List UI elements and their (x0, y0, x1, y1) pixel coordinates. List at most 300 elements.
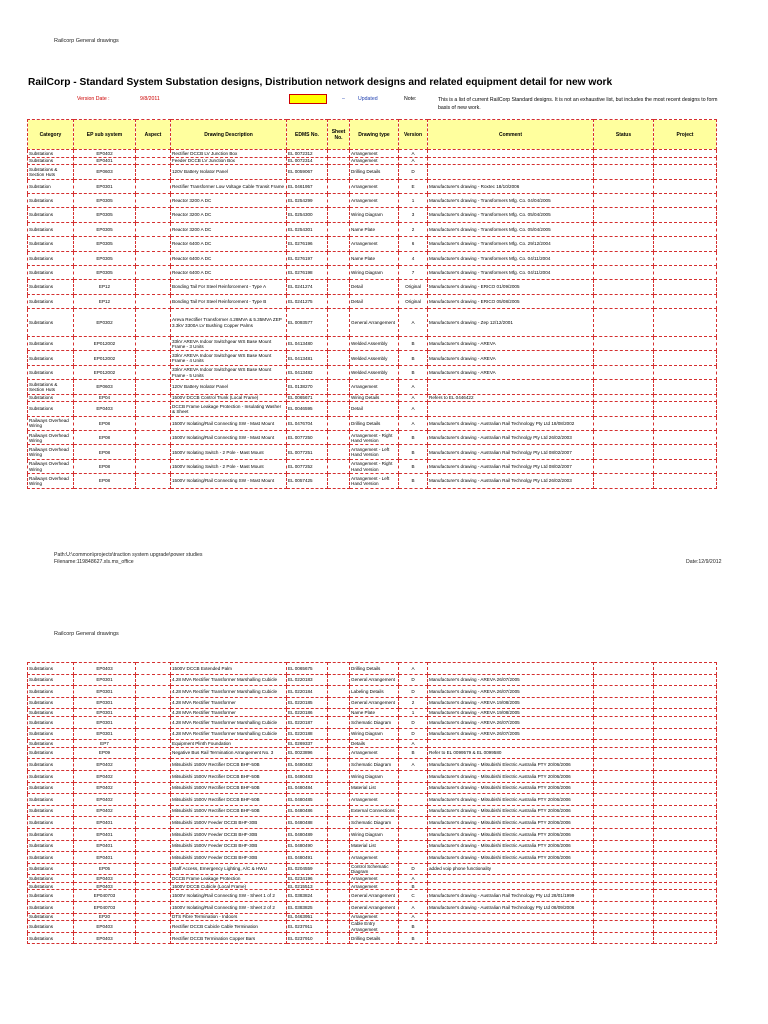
comment-cell: Manufacturer's drawing - Transformers Mfg. Co. 04/04/2005 (428, 193, 594, 207)
drawing-type-cell: Name Plate (350, 709, 399, 717)
drawing-description-cell: 1500V DCCB Control Trunk (Local Frame) (171, 394, 287, 402)
sheet-no-cell (328, 351, 350, 365)
comment-cell: Manufacturer's drawing - Mitsubishi Electric Australia PTY 20/06/2006 (428, 759, 594, 771)
aspect-cell (136, 165, 171, 179)
aspect-cell (136, 222, 171, 236)
category-cell: Substations (28, 828, 74, 840)
edms-no-cell: EL 0276196 (287, 237, 328, 251)
aspect-cell (136, 852, 171, 864)
table-row (28, 165, 717, 179)
project-cell (654, 697, 717, 709)
aspect-cell (136, 179, 171, 193)
version-cell: A (399, 759, 428, 771)
drawing-type-cell: Arrangement - Left Hand Version (350, 474, 399, 488)
sheet-no-cell (328, 921, 350, 933)
drawing-description-cell: Reactor 6400 A DC (171, 265, 287, 279)
edms-no-cell: EL 0023896 (287, 747, 328, 759)
sheet-no-cell (328, 840, 350, 852)
drawing-description-cell: 1500V Isolating/Rail Connecting SW - Mast Mount (171, 416, 287, 430)
drawing-description-cell: 4.28 MVA Rectifier Transformer Marshalling Cubicle (171, 728, 287, 740)
aspect-cell (136, 932, 171, 944)
drawing-description-cell: 4.28 MVA Rectifier Transformer (171, 709, 287, 717)
sheet-no-cell (328, 674, 350, 686)
ep-sub-system-cell: EP0402 (74, 759, 136, 771)
drawing-description-cell: Bonding Tail For Steel Reinforcement - Type B (171, 294, 287, 308)
project-cell (654, 817, 717, 829)
table-row (28, 294, 717, 308)
drawing-description-cell: Mitsubishi 1500V Feeder DCCB BHF-30B (171, 817, 287, 829)
status-cell (594, 394, 654, 402)
comment-cell (428, 380, 594, 394)
category-cell: Substations & Section Huts (28, 380, 74, 394)
edms-no-cell: EL 0480489 (287, 828, 328, 840)
project-cell (654, 280, 717, 294)
version-cell: 4 (399, 251, 428, 265)
ep-sub-system-cell: EP0402 (74, 150, 136, 158)
aspect-cell (136, 351, 171, 365)
comment-cell: Manufacturer's drawing - Mitsubishi Electric Australia PTY 20/06/2006 (428, 770, 594, 782)
aspect-cell (136, 686, 171, 698)
ep-sub-system-cell: EP12 (74, 294, 136, 308)
drawing-description-cell: 120V Battery Isolator Panel (171, 380, 287, 394)
version-cell: B (399, 474, 428, 488)
ep-sub-system-cell: EP0305 (74, 193, 136, 207)
version-cell: Original (399, 294, 428, 308)
edms-no-cell: EL 0093577 (287, 309, 328, 337)
table-row (28, 728, 717, 740)
drawing-type-cell: Detail (350, 402, 399, 416)
edms-no-cell: EL 0480491 (287, 852, 328, 864)
edms-no-cell: EL 0413481 (287, 351, 328, 365)
ep-sub-system-cell: EP0305 (74, 237, 136, 251)
drawing-type-cell: Drilling Details (350, 932, 399, 944)
edms-no-cell: EL 0072314 (287, 157, 328, 165)
project-cell (654, 728, 717, 740)
aspect-cell (136, 431, 171, 445)
table-row (28, 150, 717, 158)
drawing-description-cell: Reactor 3200 A DC (171, 193, 287, 207)
aspect-cell (136, 828, 171, 840)
drawing-description-cell: DTS Fibre Termination - Indoors (171, 913, 287, 921)
status-cell (594, 208, 654, 222)
status-cell (594, 863, 654, 875)
project-cell (654, 208, 717, 222)
edms-no-cell: EL 0480490 (287, 840, 328, 852)
edms-no-cell: EL 0254299 (287, 193, 328, 207)
edms-no-cell: EL 0072312 (287, 150, 328, 158)
running-header: Railcorp General drawings (54, 38, 119, 44)
ep-sub-system-cell: EP0403 (74, 402, 136, 416)
drawing-type-cell: Arrangement (350, 150, 399, 158)
table-row (28, 875, 717, 883)
footer-path: Path:U:\common\projects\traction system upgrade\power studies (54, 552, 203, 558)
comment-cell: Manufacturer's drawing - AREVA 19/08/2005 (428, 697, 594, 709)
project-cell (654, 716, 717, 728)
drawing-type-cell: General Arrangement (350, 309, 399, 337)
status-cell (594, 840, 654, 852)
drawing-description-cell: Mitsubishi 1500V Feeder DCCB BHF-30B (171, 852, 287, 864)
aspect-cell (136, 697, 171, 709)
sheet-no-cell (328, 686, 350, 698)
drawing-type-cell: Arrangement (350, 913, 399, 921)
sheet-no-cell (328, 782, 350, 794)
project-cell (654, 913, 717, 921)
status-cell (594, 932, 654, 944)
aspect-cell (136, 709, 171, 717)
edms-no-cell: EL 0476704 (287, 416, 328, 430)
category-cell: Substations (28, 394, 74, 402)
ep-sub-system-cell: EP08 (74, 431, 136, 445)
version-cell: 1 (399, 709, 428, 717)
sheet-no-cell (328, 794, 350, 806)
comment-cell: Manufacturer's drawing - Australian Rail Technolgy Pty Ltd 26/02/2003 (428, 431, 594, 445)
ep-sub-system-cell: EP0301 (74, 709, 136, 717)
aspect-cell (136, 805, 171, 817)
edms-no-cell: EL 0234196 (287, 875, 328, 883)
edms-no-cell: EL 0480482 (287, 759, 328, 771)
drawing-type-cell: Welded Assembly (350, 365, 399, 379)
table-row (28, 402, 717, 416)
comment-cell: Manufacturer's drawing - ERICO 05/08/2005 (428, 294, 594, 308)
comment-cell (428, 150, 594, 158)
aspect-cell (136, 770, 171, 782)
sheet-no-cell (328, 237, 350, 251)
comment-cell: Manufacturer's drawing - Mitsubishi Electric Australia PTY 20/06/2006 (428, 817, 594, 829)
status-cell (594, 882, 654, 890)
drawing-type-cell: Material List (350, 840, 399, 852)
table-row (28, 863, 717, 875)
version-cell: A (399, 663, 428, 675)
comment-cell: Manufacturer's drawing - Australian Rail Technolgy Pty Ltd 08/02/2007 (428, 445, 594, 459)
version-cell (399, 782, 428, 794)
drawing-type-cell: Cable Entry Arrangement (350, 921, 399, 933)
drawing-description-cell: 1500V DCCB Cubicle (Local Frame) (171, 882, 287, 890)
sheet-no-cell (328, 179, 350, 193)
version-cell: A (399, 913, 428, 921)
sheet-no-cell (328, 728, 350, 740)
drawing-type-cell: Arrangement (350, 193, 399, 207)
status-cell (594, 165, 654, 179)
running-header-page-2: Railcorp General drawings (54, 631, 119, 637)
table-row (28, 265, 717, 279)
drawing-description-cell: Reactor 3200 A DC (171, 222, 287, 236)
sheet-no-cell (328, 759, 350, 771)
project-cell (654, 459, 717, 473)
version-cell: B (399, 431, 428, 445)
version-cell: D (399, 728, 428, 740)
category-cell: Substation (28, 179, 74, 193)
table-row (28, 663, 717, 675)
drawing-description-cell: DCCB Frame Leakage Protection (171, 875, 287, 883)
header-comment: Comment (428, 120, 594, 150)
drawing-description-cell: 120V Battery Isolator Panel (171, 165, 287, 179)
category-cell: Substations (28, 193, 74, 207)
status-cell (594, 709, 654, 717)
status-cell (594, 740, 654, 748)
table-row (28, 674, 717, 686)
drawing-description-cell: 1500V Isolating/Rail Connecting SW - Sheet 2 of 2 (171, 902, 287, 914)
table-row (28, 179, 717, 193)
status-cell (594, 913, 654, 921)
drawing-description-cell: 4.28 MVA Rectifier Transformer Marshalling Cubicle (171, 716, 287, 728)
category-cell: Substations (28, 852, 74, 864)
comment-cell: Refer to EL 0099579 & EL 0099580 (428, 747, 594, 759)
drawing-type-cell: Schematic Diagram (350, 759, 399, 771)
status-cell (594, 890, 654, 902)
comment-cell: Manufacturer's drawing - AREVA 19/08/2005 (428, 709, 594, 717)
status-cell (594, 402, 654, 416)
sheet-no-cell (328, 459, 350, 473)
drawing-type-cell: Arrangement (350, 157, 399, 165)
category-cell: Substations (28, 863, 74, 875)
project-cell (654, 351, 717, 365)
status-cell (594, 445, 654, 459)
sheet-no-cell (328, 740, 350, 748)
drawing-type-cell: Arrangement - Left Hand Version (350, 445, 399, 459)
category-cell: Substations (28, 402, 74, 416)
ep-sub-system-cell: EP0403 (74, 921, 136, 933)
edms-no-cell: EL 0065671 (287, 394, 328, 402)
category-cell: Substations (28, 365, 74, 379)
version-cell: E (399, 179, 428, 193)
ep-sub-system-cell: EP0403 (74, 875, 136, 883)
table-row (28, 237, 717, 251)
comment-cell: Manufacturer's drawing - Transformers Mfg. Co. 29/12/2004 (428, 237, 594, 251)
status-cell (594, 474, 654, 488)
sheet-no-cell (328, 416, 350, 430)
edms-no-cell: EL 0480486 (287, 805, 328, 817)
edms-no-cell: EL 0480485 (287, 794, 328, 806)
drawing-type-cell: Arrangement (350, 179, 399, 193)
sheet-no-cell (328, 157, 350, 165)
header-category: Category (28, 120, 74, 150)
version-cell (399, 794, 428, 806)
version-label: Version Date : (77, 96, 110, 102)
edms-no-cell: EL 0220183 (287, 674, 328, 686)
aspect-cell (136, 337, 171, 351)
drawing-type-cell: Drilling Details (350, 165, 399, 179)
sheet-no-cell (328, 165, 350, 179)
category-cell: Substations (28, 309, 74, 337)
edms-no-cell: EL 0057425 (287, 474, 328, 488)
ep-sub-system-cell: EP0403 (74, 663, 136, 675)
table-row (28, 380, 717, 394)
aspect-cell (136, 445, 171, 459)
sheet-no-cell (328, 716, 350, 728)
project-cell (654, 150, 717, 158)
drawing-description-cell: Rectifier DCCB Cubicle Cable Termination (171, 921, 287, 933)
status-cell (594, 817, 654, 829)
table-row (28, 208, 717, 222)
version-cell: B (399, 365, 428, 379)
sheet-no-cell (328, 902, 350, 914)
drawing-type-cell: Name Plate (350, 222, 399, 236)
sheet-no-cell (328, 882, 350, 890)
status-cell (594, 431, 654, 445)
table-row (28, 716, 717, 728)
drawing-description-cell: 1500V DCCB Extended Palm (171, 663, 287, 675)
edms-no-cell: EL 0254300 (287, 208, 328, 222)
aspect-cell (136, 747, 171, 759)
status-cell (594, 921, 654, 933)
project-cell (654, 902, 717, 914)
project-cell (654, 882, 717, 890)
drawing-type-cell: Wiring Diagram (350, 265, 399, 279)
drawing-type-cell: Arrangement - Right Hand Version (350, 431, 399, 445)
project-cell (654, 394, 717, 402)
footer-filename: Filename:119848627.xls.ms_office (54, 559, 134, 565)
table-row (28, 280, 717, 294)
project-cell (654, 416, 717, 430)
ep-sub-system-cell: EP0305 (74, 265, 136, 279)
table-row (28, 770, 717, 782)
aspect-cell (136, 902, 171, 914)
category-cell: Railways Overhead Wiring (28, 474, 74, 488)
table-row (28, 902, 717, 914)
comment-cell: Manufacturer's drawing - AREVA (428, 351, 594, 365)
category-cell: Railways Overhead Wiring (28, 416, 74, 430)
version-cell: B (399, 351, 428, 365)
version-cell (399, 770, 428, 782)
status-cell (594, 794, 654, 806)
aspect-cell (136, 817, 171, 829)
comment-cell (428, 663, 594, 675)
comment-cell: Manufacturer's drawing - Australian Rail Technology Pty Ltd 28/01/1999 (428, 890, 594, 902)
comment-cell: Manufacturer's drawing - AREVA 26/07/2005 (428, 686, 594, 698)
table-row (28, 852, 717, 864)
status-cell (594, 337, 654, 351)
aspect-cell (136, 921, 171, 933)
version-cell: B (399, 445, 428, 459)
comment-cell (428, 882, 594, 890)
project-cell (654, 674, 717, 686)
project-cell (654, 890, 717, 902)
ep-sub-system-cell: EP0402 (74, 782, 136, 794)
version-cell: A (399, 157, 428, 165)
aspect-cell (136, 474, 171, 488)
edms-no-cell: EL 0077252 (287, 459, 328, 473)
project-cell (654, 875, 717, 883)
category-cell: Substations (28, 747, 74, 759)
drawing-type-cell: Arrangement (350, 380, 399, 394)
drawing-description-cell: Mitsubishi 1500V Rectifier DCCB BHF-50B (171, 794, 287, 806)
comment-cell: Manufacturer's drawing - ERICO 01/09/2005 (428, 280, 594, 294)
drawing-description-cell: Equipment Plinth Foundation (171, 740, 287, 748)
drawing-type-cell: Drilling Details (350, 663, 399, 675)
status-cell (594, 759, 654, 771)
project-cell (654, 759, 717, 771)
drawing-description-cell: 33kV AREVA Indoor Switchgear WS Base Mount Frame - 5 Units (171, 365, 287, 379)
version-cell (399, 805, 428, 817)
version-cell: A (399, 380, 428, 394)
project-cell (654, 294, 717, 308)
drawing-type-cell: Schematic Diagram (350, 716, 399, 728)
drawing-type-cell: Arrangement (350, 875, 399, 883)
sheet-no-cell (328, 863, 350, 875)
comment-cell: Manufacturer's drawing - Transformers Mfg. Co. 04/11/2004 (428, 251, 594, 265)
drawing-description-cell: 1500V Isolating/Rail Connecting SW - Mast Mount (171, 474, 287, 488)
edms-no-cell: EL 0220185 (287, 697, 328, 709)
note-text: This is a list of current RailCorp Standard designs. It is not an exhaustive list, but includes the most recent designs to form basis of new work. (438, 97, 718, 111)
status-cell (594, 265, 654, 279)
project-cell (654, 157, 717, 165)
version-cell: A (399, 150, 428, 158)
table-row (28, 222, 717, 236)
comment-cell: Manufacturer's drawing - AREVA (428, 337, 594, 351)
drawings-table-page-1 (27, 119, 717, 489)
note-label: Note: (404, 96, 417, 102)
project-cell (654, 165, 717, 179)
table-row (28, 445, 717, 459)
comment-cell: Manufacturer's drawing - Australian Rail Technolgy Pty Ltd 26/02/2003 (428, 474, 594, 488)
version-row (0, 96, 768, 110)
drawing-description-cell: 1500V Isolating Switch - 2 Pole - Mast Mount (171, 445, 287, 459)
category-cell: Substations (28, 337, 74, 351)
ep-sub-system-cell: EP08 (74, 445, 136, 459)
ep-sub-system-cell: EP0402 (74, 805, 136, 817)
category-cell: Substations (28, 921, 74, 933)
ep-sub-system-cell: EP0603 (74, 380, 136, 394)
comment-cell: Manufacturer's drawing - Mitsubishi Electric Australia PTY 20/06/2006 (428, 852, 594, 864)
category-cell: Substations (28, 697, 74, 709)
category-cell: Substations (28, 251, 74, 265)
ep-sub-system-cell: EP040703 (74, 890, 136, 902)
drawing-type-cell: Detail (350, 294, 399, 308)
ep-sub-system-cell: EP0305 (74, 251, 136, 265)
edms-no-cell: EL 0215513 (287, 882, 328, 890)
drawing-type-cell: Arrangement (350, 237, 399, 251)
category-cell: Railways Overhead Wiring (28, 445, 74, 459)
category-cell: Substations (28, 875, 74, 883)
category-cell: Substations (28, 222, 74, 236)
ep-sub-system-cell: EP7 (74, 740, 136, 748)
ep-sub-system-cell: EP0301 (74, 728, 136, 740)
ep-sub-system-cell: EP0401 (74, 817, 136, 829)
sheet-no-cell (328, 222, 350, 236)
sheet-no-cell (328, 337, 350, 351)
edms-no-cell: EL 0413480 (287, 337, 328, 351)
version-cell: 6 (399, 237, 428, 251)
header-project: Project (654, 120, 717, 150)
aspect-cell (136, 759, 171, 771)
drawing-type-cell: General Arrangement (350, 890, 399, 902)
ep-sub-system-cell: EP012002 (74, 337, 136, 351)
project-cell (654, 251, 717, 265)
table-row (28, 365, 717, 379)
table-row (28, 193, 717, 207)
comment-cell (428, 921, 594, 933)
table-row (28, 890, 717, 902)
aspect-cell (136, 728, 171, 740)
table-row (28, 394, 717, 402)
aspect-cell (136, 394, 171, 402)
ep-sub-system-cell: EP0301 (74, 697, 136, 709)
ep-sub-system-cell: EP0402 (74, 770, 136, 782)
comment-cell: Manufacturer's drawing - Roxtec 18/10/2006 (428, 179, 594, 193)
project-cell (654, 852, 717, 864)
ep-sub-system-cell: EP0302 (74, 309, 136, 337)
sheet-no-cell (328, 445, 350, 459)
version-cell: A (399, 416, 428, 430)
sheet-no-cell (328, 697, 350, 709)
status-cell (594, 416, 654, 430)
category-cell: Substations (28, 208, 74, 222)
drawing-type-cell: Arrangement (350, 852, 399, 864)
version-cell: B (399, 921, 428, 933)
project-cell (654, 740, 717, 748)
status-cell (594, 852, 654, 864)
version-cell: B (399, 882, 428, 890)
